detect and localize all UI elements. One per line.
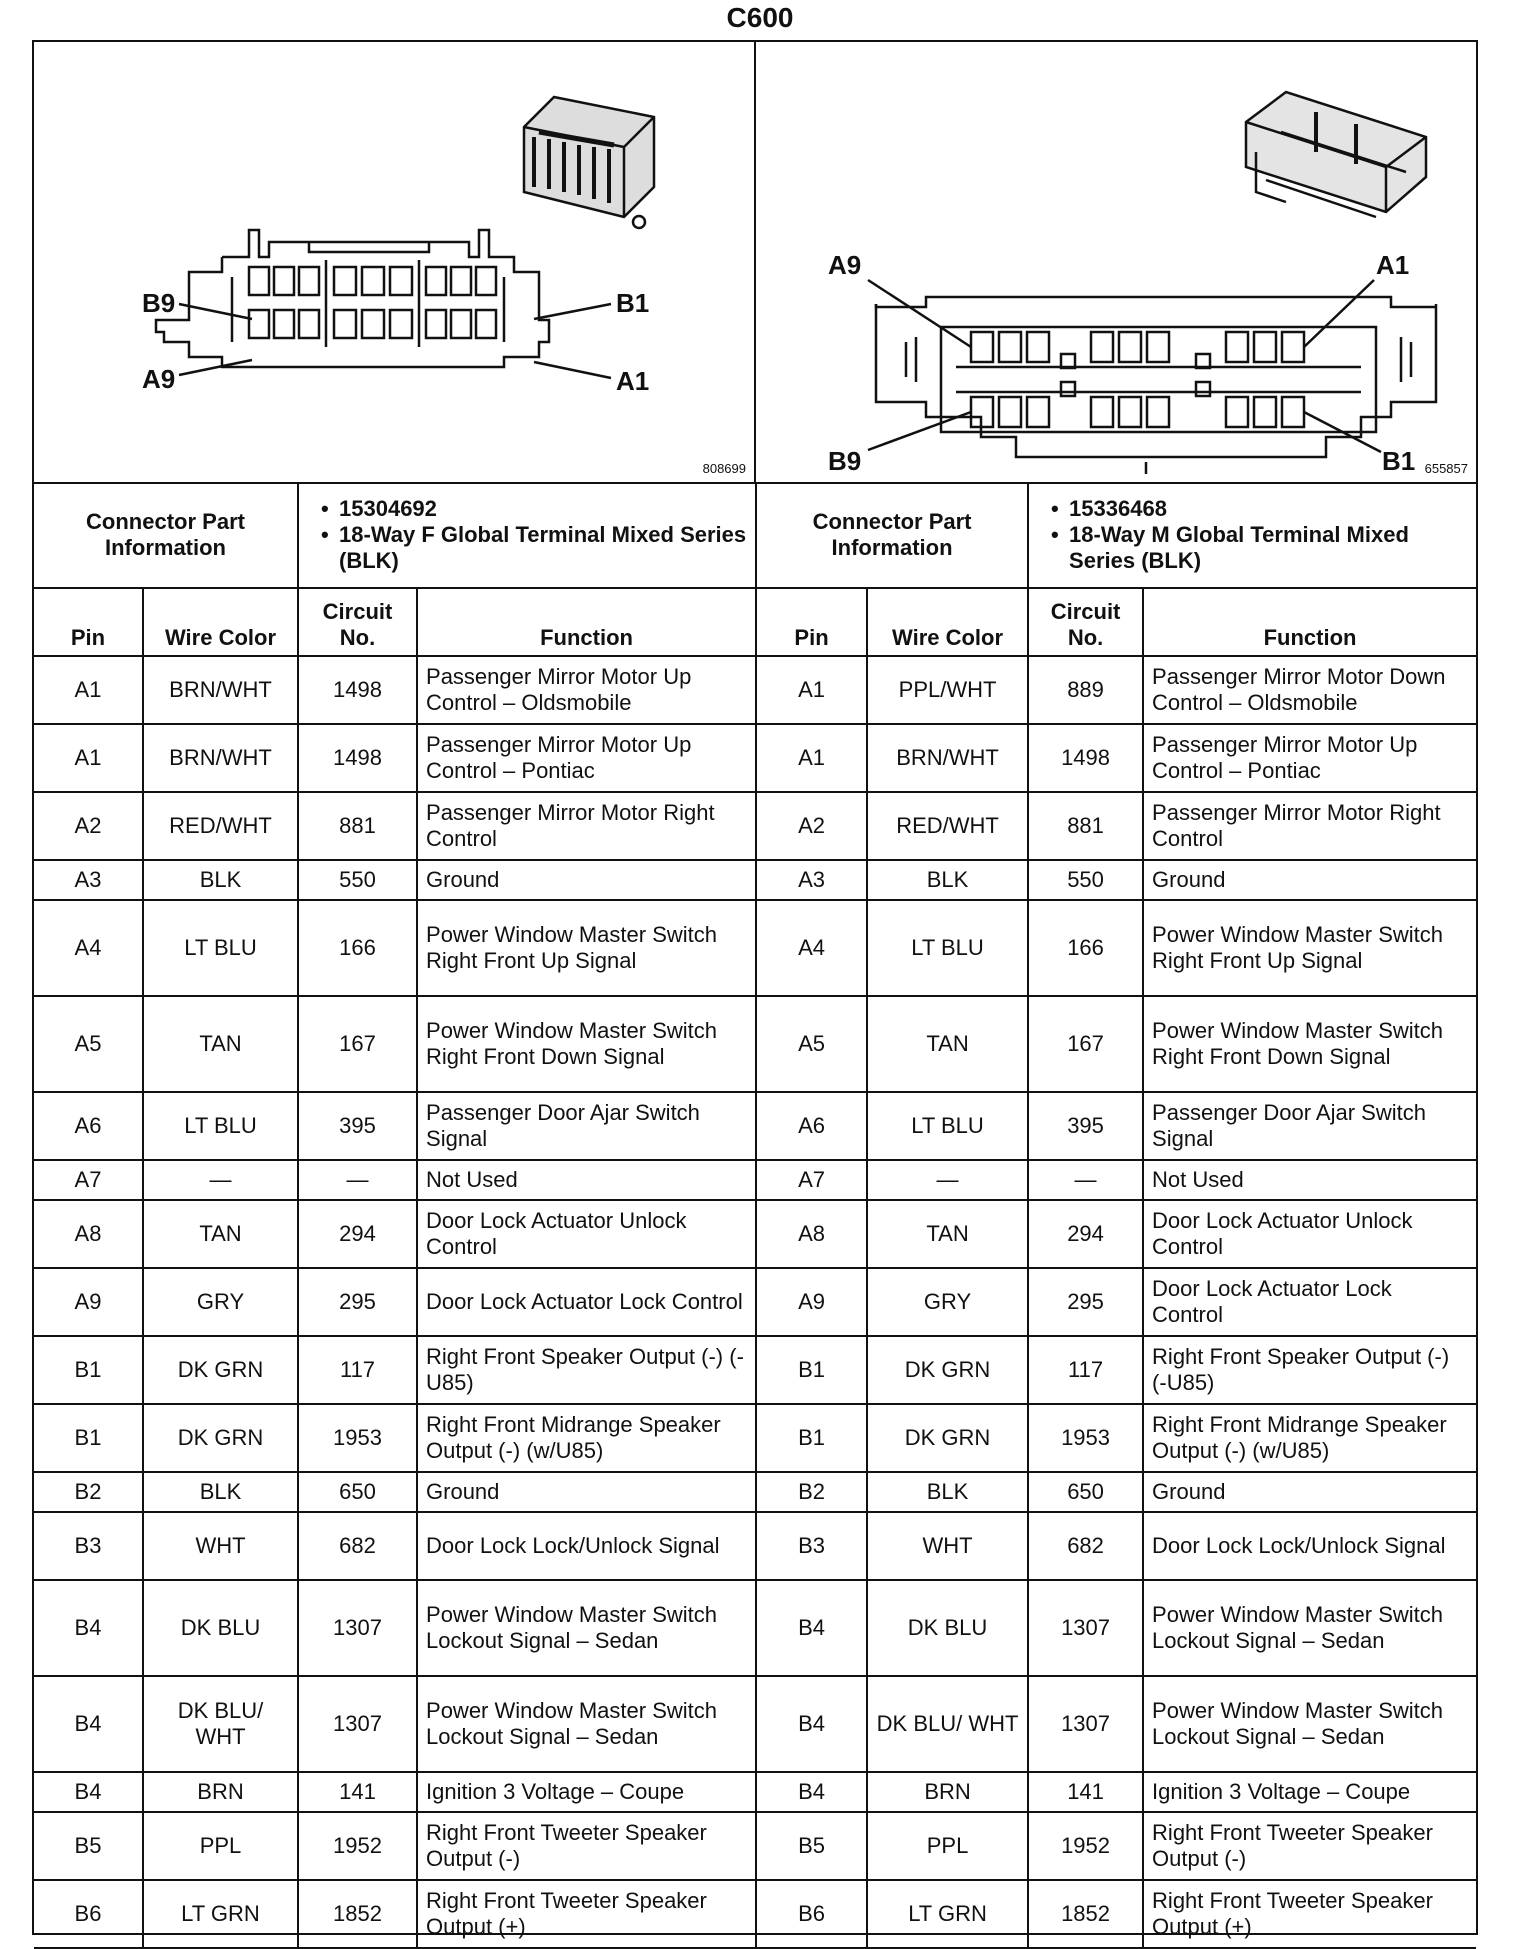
table-row	[34, 1092, 1476, 1160]
left-pin-cell: A2	[34, 792, 143, 860]
right-function-cell: Right Front Speaker Output (-) (-U85)	[1143, 1336, 1476, 1404]
right-pin-cell: A8	[756, 1200, 867, 1268]
part-number-left: • 15304692	[339, 496, 747, 522]
right-pin-cell: B4	[756, 1772, 867, 1812]
right-circuit-cell: 117	[1028, 1336, 1143, 1404]
col-pin-left: Pin	[34, 588, 143, 656]
right-function-cell: Power Window Master Switch Right Front Up Signal	[1143, 900, 1476, 996]
pinout-table	[34, 482, 1476, 1949]
left-function-cell: Right Front Tweeter Speaker Output (+)	[417, 1880, 756, 1948]
left-pin-cell: A8	[34, 1200, 143, 1268]
left-wire-color-cell: RED/WHT	[143, 792, 298, 860]
right-circuit-cell: 395	[1028, 1092, 1143, 1160]
right-function-cell: Passenger Mirror Motor Right Control	[1143, 792, 1476, 860]
right-circuit-cell: 650	[1028, 1472, 1143, 1512]
table-row	[34, 1336, 1476, 1404]
left-circuit-cell: 167	[298, 996, 417, 1092]
table-row	[34, 1512, 1476, 1580]
right-function-cell: Ignition 3 Voltage – Coupe	[1143, 1772, 1476, 1812]
left-wire-color-cell: BRN	[143, 1772, 298, 1812]
right-circuit-cell: 1852	[1028, 1880, 1143, 1948]
male-connector-panel	[756, 42, 1476, 482]
left-wire-color-cell: LT BLU	[143, 900, 298, 996]
right-pin-cell: A1	[756, 724, 867, 792]
connector-part-items-right	[1028, 482, 1476, 588]
right-function-cell: Ground	[1143, 860, 1476, 900]
right-function-cell: Passenger Mirror Motor Up Control – Pontiac	[1143, 724, 1476, 792]
male-connector-3d-thumbnail	[1246, 92, 1426, 217]
right-circuit-cell: 682	[1028, 1512, 1143, 1580]
right-wire-color-cell: BRN	[867, 1772, 1028, 1812]
left-circuit-cell: 1953	[298, 1404, 417, 1472]
left-function-cell: Right Front Tweeter Speaker Output (-)	[417, 1812, 756, 1880]
left-pin-cell: A3	[34, 860, 143, 900]
right-wire-color-cell: TAN	[867, 1200, 1028, 1268]
left-function-cell: Power Window Master Switch Right Front Down Signal	[417, 996, 756, 1092]
connector-part-info-row	[34, 482, 1476, 588]
connector-part-label-right: Connector Part Information	[756, 482, 1028, 588]
left-function-cell: Ground	[417, 860, 756, 900]
right-pin-cell: A3	[756, 860, 867, 900]
table-row	[34, 1200, 1476, 1268]
figure-id: 808699	[702, 461, 746, 476]
right-function-cell: Power Window Master Switch Lockout Signal – Sedan	[1143, 1580, 1476, 1676]
left-circuit-cell: 141	[298, 1772, 417, 1812]
left-wire-color-cell: PPL	[143, 1812, 298, 1880]
col-wire-color-right: Wire Color	[867, 588, 1028, 656]
right-wire-color-cell: —	[867, 1160, 1028, 1200]
left-pin-cell: B6	[34, 1880, 143, 1948]
left-pin-cell: B1	[34, 1336, 143, 1404]
left-circuit-cell: 650	[298, 1472, 417, 1512]
left-circuit-cell: 1307	[298, 1676, 417, 1772]
left-pin-cell: B5	[34, 1812, 143, 1880]
right-pin-cell: A2	[756, 792, 867, 860]
right-circuit-cell: —	[1028, 1160, 1143, 1200]
right-wire-color-cell: PPL	[867, 1812, 1028, 1880]
left-circuit-cell: 117	[298, 1336, 417, 1404]
left-pin-cell: A5	[34, 996, 143, 1092]
left-circuit-cell: 295	[298, 1268, 417, 1336]
left-wire-color-cell: DK GRN	[143, 1404, 298, 1472]
right-circuit-cell: 881	[1028, 792, 1143, 860]
right-function-cell: Passenger Door Ajar Switch Signal	[1143, 1092, 1476, 1160]
right-function-cell: Right Front Tweeter Speaker Output (+)	[1143, 1880, 1476, 1948]
right-wire-color-cell: LT GRN	[867, 1880, 1028, 1948]
left-wire-color-cell: DK GRN	[143, 1336, 298, 1404]
table-row	[34, 1580, 1476, 1676]
right-pin-cell: B6	[756, 1880, 867, 1948]
right-circuit-cell: 889	[1028, 656, 1143, 724]
left-pin-cell: B3	[34, 1512, 143, 1580]
leader-a9	[868, 280, 971, 347]
left-function-cell: Not Used	[417, 1160, 756, 1200]
connector-part-items-left	[298, 482, 756, 588]
pin-label-b1: B1	[616, 288, 650, 318]
left-circuit-cell: 550	[298, 860, 417, 900]
left-circuit-cell: 881	[298, 792, 417, 860]
left-wire-color-cell: WHT	[143, 1512, 298, 1580]
part-number-right: • 15336468	[1069, 496, 1468, 522]
right-function-cell: Passenger Mirror Motor Down Control – Oldsmobile	[1143, 656, 1476, 724]
connector-illustrations	[34, 42, 1476, 484]
left-wire-color-cell: TAN	[143, 996, 298, 1092]
pin-label-b1: B1	[1382, 446, 1416, 476]
female-connector-3d-thumbnail	[524, 97, 654, 228]
left-circuit-cell: 294	[298, 1200, 417, 1268]
right-wire-color-cell: DK BLU	[867, 1580, 1028, 1676]
connector-title: C600	[726, 2, 794, 33]
right-function-cell: Door Lock Actuator Unlock Control	[1143, 1200, 1476, 1268]
male-connector-drawing	[756, 42, 1476, 482]
female-connector-drawing	[34, 42, 754, 482]
female-connector-face	[156, 230, 549, 367]
right-function-cell: Not Used	[1143, 1160, 1476, 1200]
right-circuit-cell: 295	[1028, 1268, 1143, 1336]
right-wire-color-cell: RED/WHT	[867, 792, 1028, 860]
right-wire-color-cell: TAN	[867, 996, 1028, 1092]
table-row	[34, 1772, 1476, 1812]
right-wire-color-cell: LT BLU	[867, 900, 1028, 996]
right-circuit-cell: 141	[1028, 1772, 1143, 1812]
right-circuit-cell: 1952	[1028, 1812, 1143, 1880]
table-row	[34, 1812, 1476, 1880]
col-circuit-right: Circuit No.	[1028, 588, 1143, 656]
left-function-cell: Door Lock Actuator Lock Control	[417, 1268, 756, 1336]
table-row	[34, 724, 1476, 792]
right-pin-cell: A6	[756, 1092, 867, 1160]
right-function-cell: Ground	[1143, 1472, 1476, 1512]
connector-sheet	[32, 40, 1478, 1939]
left-wire-color-cell: BRN/WHT	[143, 656, 298, 724]
column-header-row	[34, 588, 1476, 656]
right-pin-cell: A1	[756, 656, 867, 724]
left-function-cell: Right Front Midrange Speaker Output (-) (w/U85)	[417, 1404, 756, 1472]
left-circuit-cell: 1852	[298, 1880, 417, 1948]
left-function-cell: Passenger Mirror Motor Right Control	[417, 792, 756, 860]
pin-label-a9: A9	[142, 364, 176, 394]
left-circuit-cell: 1498	[298, 724, 417, 792]
right-pin-cell: B1	[756, 1336, 867, 1404]
table-row	[34, 1472, 1476, 1512]
col-circuit-left: Circuit No.	[298, 588, 417, 656]
left-wire-color-cell: BLK	[143, 1472, 298, 1512]
right-circuit-cell: 294	[1028, 1200, 1143, 1268]
left-pin-cell: A9	[34, 1268, 143, 1336]
right-pin-cell: B4	[756, 1580, 867, 1676]
right-pin-cell: A4	[756, 900, 867, 996]
right-pin-cell: A9	[756, 1268, 867, 1336]
left-wire-color-cell: BLK	[143, 860, 298, 900]
table-row	[34, 1160, 1476, 1200]
pin-label-b9: B9	[828, 446, 862, 476]
right-wire-color-cell: LT BLU	[867, 1092, 1028, 1160]
right-pin-cell: B3	[756, 1512, 867, 1580]
left-pin-cell: A7	[34, 1160, 143, 1200]
left-function-cell: Ground	[417, 1472, 756, 1512]
left-wire-color-cell: DK BLU/ WHT	[143, 1676, 298, 1772]
table-row	[34, 792, 1476, 860]
right-wire-color-cell: GRY	[867, 1268, 1028, 1336]
left-pin-cell: B2	[34, 1472, 143, 1512]
table-row	[34, 900, 1476, 996]
right-wire-color-cell: BLK	[867, 1472, 1028, 1512]
right-wire-color-cell: PPL/WHT	[867, 656, 1028, 724]
right-circuit-cell: 1307	[1028, 1580, 1143, 1676]
right-wire-color-cell: DK BLU/ WHT	[867, 1676, 1028, 1772]
pin-label-a9: A9	[828, 250, 862, 280]
left-function-cell: Door Lock Lock/Unlock Signal	[417, 1512, 756, 1580]
left-function-cell: Power Window Master Switch Lockout Signal – Sedan	[417, 1676, 756, 1772]
left-function-cell: Door Lock Actuator Unlock Control	[417, 1200, 756, 1268]
right-pin-cell: B1	[756, 1404, 867, 1472]
right-wire-color-cell: DK GRN	[867, 1404, 1028, 1472]
right-circuit-cell: 1307	[1028, 1676, 1143, 1772]
left-function-cell: Passenger Mirror Motor Up Control – Pontiac	[417, 724, 756, 792]
pin-label-a1: A1	[1376, 250, 1410, 280]
right-wire-color-cell: WHT	[867, 1512, 1028, 1580]
left-pin-cell: B4	[34, 1772, 143, 1812]
col-function-right: Function	[1143, 588, 1476, 656]
right-pin-cell: A5	[756, 996, 867, 1092]
right-circuit-cell: 166	[1028, 900, 1143, 996]
left-function-cell: Passenger Mirror Motor Up Control – Oldsmobile	[417, 656, 756, 724]
left-circuit-cell: —	[298, 1160, 417, 1200]
left-circuit-cell: 1952	[298, 1812, 417, 1880]
right-function-cell: Right Front Midrange Speaker Output (-) (w/U85)	[1143, 1404, 1476, 1472]
left-function-cell: Right Front Speaker Output (-) (-U85)	[417, 1336, 756, 1404]
left-pin-cell: A6	[34, 1092, 143, 1160]
connector-part-label-left: Connector Part Information	[34, 482, 298, 588]
left-pin-cell: B4	[34, 1580, 143, 1676]
table-row	[34, 860, 1476, 900]
leader-a1	[1304, 280, 1374, 347]
left-function-cell: Power Window Master Switch Lockout Signal – Sedan	[417, 1580, 756, 1676]
right-circuit-cell: 550	[1028, 860, 1143, 900]
left-wire-color-cell: TAN	[143, 1200, 298, 1268]
pin-label-b9: B9	[142, 288, 176, 318]
col-wire-color-left: Wire Color	[143, 588, 298, 656]
left-pin-cell: A1	[34, 656, 143, 724]
female-connector-panel	[34, 42, 756, 482]
left-circuit-cell: 395	[298, 1092, 417, 1160]
left-wire-color-cell: LT GRN	[143, 1880, 298, 1948]
table-row	[34, 1404, 1476, 1472]
right-pin-cell: A7	[756, 1160, 867, 1200]
left-wire-color-cell: LT BLU	[143, 1092, 298, 1160]
left-pin-cell: A4	[34, 900, 143, 996]
leader-a1	[534, 362, 611, 378]
figure-id: 655857	[1424, 461, 1468, 476]
left-function-cell: Ignition 3 Voltage – Coupe	[417, 1772, 756, 1812]
left-pin-cell: A1	[34, 724, 143, 792]
right-function-cell: Power Window Master Switch Right Front Down Signal	[1143, 996, 1476, 1092]
table-row	[34, 1268, 1476, 1336]
right-pin-cell: B5	[756, 1812, 867, 1880]
left-function-cell: Passenger Door Ajar Switch Signal	[417, 1092, 756, 1160]
table-row	[34, 996, 1476, 1092]
table-row	[34, 1880, 1476, 1948]
right-wire-color-cell: BRN/WHT	[867, 724, 1028, 792]
table-row	[34, 656, 1476, 724]
right-circuit-cell: 1953	[1028, 1404, 1143, 1472]
right-circuit-cell: 1498	[1028, 724, 1143, 792]
pin-label-a1: A1	[616, 366, 650, 396]
table-row	[34, 1676, 1476, 1772]
part-desc-left: • 18-Way F Global Terminal Mixed Series (BLK)	[339, 522, 747, 574]
left-wire-color-cell: —	[143, 1160, 298, 1200]
left-function-cell: Power Window Master Switch Right Front Up Signal	[417, 900, 756, 996]
leader-b1	[534, 304, 611, 319]
right-function-cell: Door Lock Actuator Lock Control	[1143, 1268, 1476, 1336]
left-circuit-cell: 1307	[298, 1580, 417, 1676]
right-function-cell: Right Front Tweeter Speaker Output (-)	[1143, 1812, 1476, 1880]
right-function-cell: Power Window Master Switch Lockout Signal – Sedan	[1143, 1676, 1476, 1772]
right-function-cell: Door Lock Lock/Unlock Signal	[1143, 1512, 1476, 1580]
left-wire-color-cell: BRN/WHT	[143, 724, 298, 792]
left-pin-cell: B4	[34, 1676, 143, 1772]
left-circuit-cell: 1498	[298, 656, 417, 724]
part-desc-right: • 18-Way M Global Terminal Mixed Series (BLK)	[1069, 522, 1468, 574]
col-function-left: Function	[417, 588, 756, 656]
right-pin-cell: B2	[756, 1472, 867, 1512]
right-wire-color-cell: BLK	[867, 860, 1028, 900]
left-circuit-cell: 166	[298, 900, 417, 996]
left-wire-color-cell: GRY	[143, 1268, 298, 1336]
left-circuit-cell: 682	[298, 1512, 417, 1580]
right-circuit-cell: 167	[1028, 996, 1143, 1092]
left-wire-color-cell: DK BLU	[143, 1580, 298, 1676]
col-pin-right: Pin	[756, 588, 867, 656]
left-pin-cell: B1	[34, 1404, 143, 1472]
male-connector-face	[876, 297, 1436, 474]
right-wire-color-cell: DK GRN	[867, 1336, 1028, 1404]
right-pin-cell: B4	[756, 1676, 867, 1772]
